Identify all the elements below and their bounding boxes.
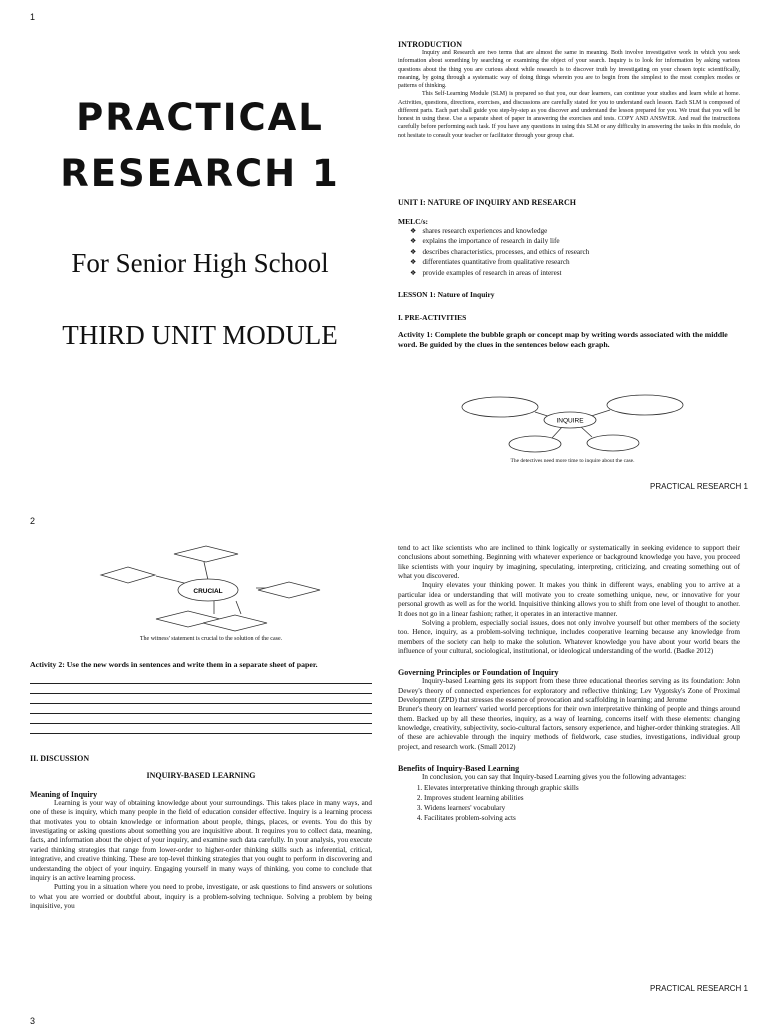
- cover-title: [30, 90, 370, 201]
- list-item: 1. Elevates interpretative thinking through graphic skills: [424, 783, 740, 793]
- right-paragraph-2: Inquiry elevates your thinking power. It makes you think in different ways, enabling you to arrive at a particular idea or understanding that will motivate you to create something unique, new, or innovative for your personal growth as well as for the world. Inquisitive thinking allows you to shift from one level of thought to another. It does not go in a linear fashion; rather, it operates in an interactive manner.: [398, 581, 740, 618]
- meaning-paragraph-2: Putting you in a situation where you need to probe, investigate, or ask questions to find answers or solutions to what you are worried or doubtful about, inquiry is a problem-solving technique. Solving a problem by being inquisitive, you: [30, 883, 372, 910]
- title-line-2: RESEARCH 1: [60, 151, 340, 195]
- activity-2-instructions: Activity 2: Use the new words in sentences and write them in a separate sheet of paper.: [30, 660, 318, 669]
- pre-activities-heading: I. PRE-ACTIVITIES: [398, 313, 467, 323]
- list-item: ❖ provide examples of research in areas of interest: [410, 268, 740, 278]
- list-item: ❖ explains the importance of research in daily life: [410, 236, 740, 246]
- intro-paragraph-2: This Self-Learning Module (SLM) is prepared so that you, our dear learners, can continue your studies and learn while at home. Activities, questions, directions, exercises, and discussions are carefully stated for you to understand each lesson. Each SLM is composed of different parts. Each part shall guide you step-by-step as you discover and understand the lesson prepared for you. We trust that you will be honest in using these. Use a separate sheet of paper in answering the exercises and tests. COPY AND ANSWER. And read the instructions carefully before performing each task. If you have any questions in using this SLM or any difficulty in answering the tasks in this module, do not hesitate to consult your teacher or facilitator through your group chat.: [398, 91, 740, 139]
- bubble-graph-inquire: [455, 392, 690, 454]
- list-item: ❖ differentiates quantitative from qualitative research: [410, 257, 740, 267]
- principles-heading: Governing Principles or Foundation of Inquiry: [398, 668, 559, 678]
- list-item: 4. Facilitates problem-solving acts: [424, 813, 740, 823]
- graph-bubble: [258, 582, 320, 598]
- melcs-label: MELC/s:: [398, 217, 428, 226]
- list-item: 3. Widens learners' vocabulary: [424, 803, 740, 813]
- page-number: 1: [30, 12, 36, 22]
- page-number: 2: [30, 516, 36, 526]
- graph-bubble: [587, 435, 639, 451]
- principles-paragraph-1: Inquiry-based Learning gets its support from these three educational theories serving as its foundation: John Dewey's theory of connected experiences for exploratory and reflective thinking; Lev Vygotsky's Zone of Proximal Development (ZPD) that stresses the essence of provocation and scaffolding in learning; and Jerome: [398, 677, 740, 705]
- meaning-heading: Meaning of Inquiry: [30, 790, 98, 799]
- principles-paragraph-2: Bruner's theory on learners' varied world perceptions for their own interpretative thinking of people and things around them. Backed up by all these theories, inquiry, as a way of learning, concerns itself with these elements: changing knowledge, creativity, subjectivity, socio-cultural factors, sensory experience, and higher-order thinking strategies. All of these are achievable through the inquiry methods of fieldwork, case studies, investigations, individual group project, and research work. (Small 2012): [398, 705, 740, 751]
- answer-line: [30, 684, 372, 694]
- graph-bubble: [607, 395, 683, 415]
- bubble-graph-crucial: [96, 544, 326, 634]
- benefits-heading: Benefits of Inquiry-Based Learning: [398, 764, 520, 774]
- intro-paragraph-1: Inquiry and Research are two terms that are almost the same in meaning. Both involve investigative work in which you seek information about something by searching or examining the object of your search. Inquiry is to look for information by asking various questions about the thing you are curious about while research is to discover truth by investigating on your chosen topic scientifically, meaning, by going through a systematic way of doing things wherein you are to begin from the simplest to the most complex modes or patterns of thinking.: [398, 50, 740, 90]
- lesson-heading: LESSON 1: Nature of Inquiry: [398, 290, 495, 300]
- answer-line: [30, 714, 372, 724]
- benefits-intro: In conclusion, you can say that Inquiry-based Learning gives you the following advantages:: [422, 773, 687, 782]
- discussion-section: [30, 754, 372, 911]
- activity-1-instructions: Activity 1: Complete the bubble graph or concept map by writing words associated with the middle word. Be guided by the clues in the sentences below each graph.: [398, 330, 728, 350]
- graph-2-caption: The witness' statement is crucial to the solution of the case.: [139, 636, 283, 642]
- graph-center-label: INQUIRE: [556, 417, 584, 425]
- discussion-title: INQUIRY-BASED LEARNING: [146, 771, 256, 780]
- answer-line: [30, 694, 372, 704]
- meaning-paragraph-1: Learning is your way of obtaining knowledge about your surroundings. This takes place in many ways, and one of these is inquiry, which many people in the field of education consider effective. Inquiry is a learning process that motivates you to obtain knowledge or information about people, things, places, or events. You do this by investigating or asking questions about something you are inquisitive about. It requires you to collect data, meaning, facts, and information about the object of your inquiry, and examine such data carefully. In your analysis, you execute varied thinking strategies that range from lower-order to higher-order thinking skills such as inferential, critical, integrative, and creative thinking. These are top-level thinking strategies that you ought to perform in discovering and understanding the object of your inquiry. Engaging yourself in many ways of thinking, you come to conclude that inquiry is an active learning process.: [30, 799, 372, 882]
- unit-heading: UNIT I: NATURE OF INQUIRY AND RESEARCH: [398, 198, 576, 207]
- title-line-1: PRACTICAL: [76, 96, 324, 139]
- answer-lines: [30, 674, 372, 734]
- right-paragraph-1: tend to act like scientists who are inclined to think logically or systematically in seeking evidence to support their conclusions about something. Beginning with whatever experience or background knowledge you have, you proceed like scientists with your inquiry by imagining, speculating, interpreting, criticizing, and creating something out of what you discovered.: [398, 544, 740, 581]
- cover-subtitle: For Senior High School: [71, 248, 329, 278]
- graph-bubble: [462, 397, 538, 417]
- right-paragraph-3: Solving a problem, especially social issues, does not only involve yourself but other members of the society too. Hence, inquiry, as a problem-solving technique, includes cooperative learning because any knowledge from members of the society can help to make the solution. Whatever knowledge you have about your world bears the influence of your cultural, sociological, institutional, or ideological understanding of the world. (Badke 2012): [398, 618, 740, 655]
- list-item: ❖ shares research experiences and knowledge: [410, 226, 740, 236]
- answer-line: [30, 704, 372, 714]
- benefits-list: [398, 783, 740, 823]
- answer-line: [30, 724, 372, 734]
- answer-line: [30, 674, 372, 684]
- discussion-heading: II. DISCUSSION: [30, 754, 90, 763]
- activity-2-section: [30, 660, 372, 734]
- graph-1-caption: The detectives need more time to inquire about the case.: [510, 458, 635, 464]
- graph-bubble: [101, 567, 155, 583]
- graph-center-label: CRUCIAL: [193, 588, 223, 595]
- introduction-section: [398, 40, 740, 140]
- cover-module: THIRD UNIT MODULE: [62, 320, 338, 350]
- page-footer: PRACTICAL RESEARCH 1: [650, 482, 748, 491]
- intro-heading: INTRODUCTION: [398, 40, 463, 49]
- melcs-list: [410, 226, 740, 278]
- graph-bubble: [174, 546, 238, 562]
- right-column: [398, 544, 740, 823]
- page-footer: PRACTICAL RESEARCH 1: [650, 984, 748, 993]
- list-item: 2. Improves student learning abilities: [424, 793, 740, 803]
- unit-section: [398, 198, 740, 350]
- page-number: 3: [30, 1016, 36, 1026]
- graph-bubble: [509, 436, 561, 452]
- list-item: ❖ describes characteristics, processes, and ethics of research: [410, 247, 740, 257]
